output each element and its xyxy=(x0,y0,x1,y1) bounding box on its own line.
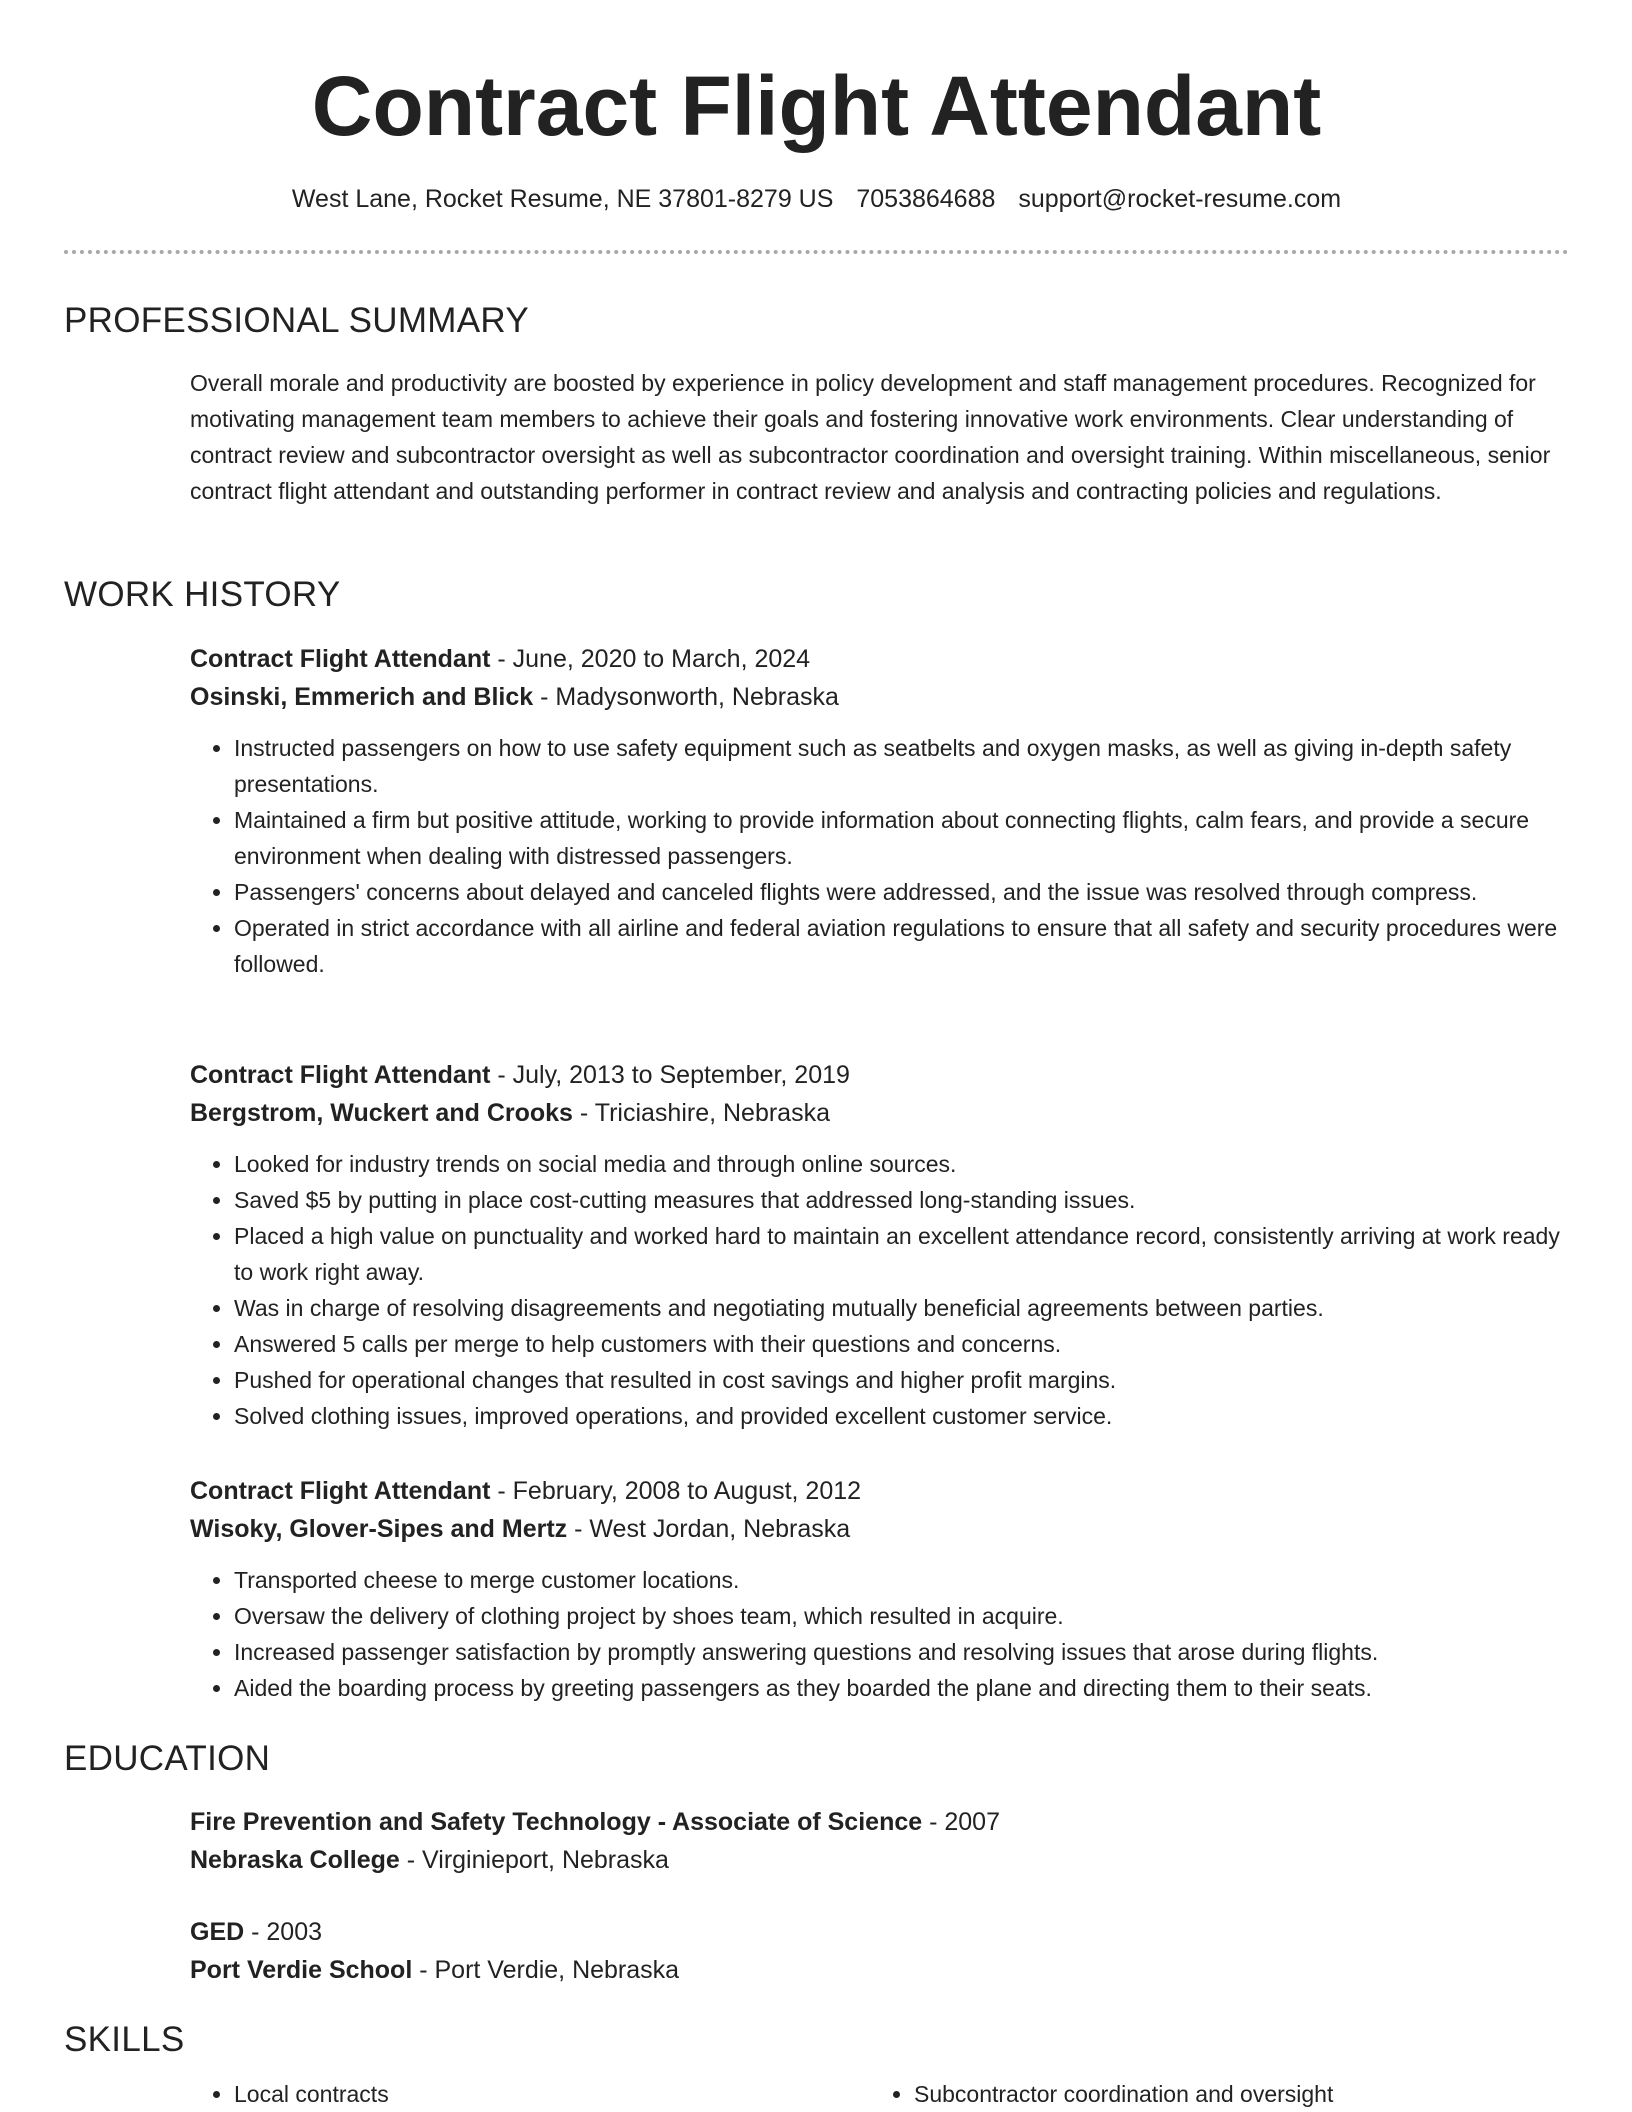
education-year: - 2007 xyxy=(922,1808,1000,1836)
section-title-education: EDUCATION xyxy=(64,1739,271,1778)
job-bullet: • Was in charge of resolving disagreements and negotiating mutually beneficial agreements between parties. xyxy=(234,1290,1570,1326)
job-dates: - July, 2013 to September, 2019 xyxy=(490,1061,850,1089)
job-entry xyxy=(190,1056,1570,1434)
education-year: - 2003 xyxy=(244,1918,323,1946)
contact-phone: 7053864688 xyxy=(856,185,996,213)
education-school: Port Verdie School xyxy=(190,1956,413,1984)
job-bullet: • Passengers' concerns about delayed and canceled flights were addressed, and the issue was resolved through compress. xyxy=(234,874,1570,910)
job-role: Contract Flight Attendant xyxy=(190,1061,491,1089)
education-school-line xyxy=(190,1841,1570,1879)
skill-item: • Local contracts xyxy=(234,2076,834,2112)
education-degree-line xyxy=(190,1803,1570,1841)
job-company-line xyxy=(190,678,1570,716)
education-degree: GED xyxy=(190,1918,245,1946)
job-company: Bergstrom, Wuckert and Crooks xyxy=(190,1099,573,1127)
section-title-summary: PROFESSIONAL SUMMARY xyxy=(64,301,529,340)
job-bullet: • Increased passenger satisfaction by promptly answering questions and resolving issues that arose during flights. xyxy=(234,1634,1570,1670)
contact-line xyxy=(64,182,1569,216)
contact-address: West Lane, Rocket Resume, NE 37801-8279 US xyxy=(291,185,834,213)
job-company-line xyxy=(190,1094,1570,1132)
job-bullet: • Instructed passengers on how to use safety equipment such as seatbelts and oxygen masks, as well as giving in-depth safety presentations. xyxy=(234,730,1570,802)
summary-text: Overall morale and productivity are boosted by experience in policy development and staff management procedures. Recognized for motivating management team members to achieve their goals and fostering innovative work environments. Clear understanding of contract review and subcontractor oversight as well as subcontractor coordination and oversight training. Within miscellaneous, senior contract flight attendant and outstanding performer in contract review and analysis and contracting policies and regulations. xyxy=(190,370,1551,504)
job-role: Contract Flight Attendant xyxy=(190,645,491,673)
summary-block xyxy=(190,365,1570,509)
job-bullet: • Operated in strict accordance with all airline and federal aviation regulations to ensure that all safety and security procedures were followed. xyxy=(234,910,1570,982)
job-bullets xyxy=(190,1146,1570,1434)
candidate-name: Contract Flight Attendant xyxy=(311,59,1322,153)
job-company: Wisoky, Glover-Sipes and Mertz xyxy=(190,1515,568,1543)
skills-column-left xyxy=(190,2076,834,2112)
job-company-line xyxy=(190,1510,1570,1548)
education-entry xyxy=(190,1913,1570,1989)
job-bullet: • Saved $5 by putting in place cost-cutting measures that addressed long-standing issues. xyxy=(234,1182,1570,1218)
education-location: - Port Verdie, Nebraska xyxy=(412,1956,680,1984)
job-bullet: • Transported cheese to merge customer locations. xyxy=(234,1562,1570,1598)
section-title-work: WORK HISTORY xyxy=(64,575,341,614)
job-bullet: • Looked for industry trends on social media and through online sources. xyxy=(234,1146,1570,1182)
job-bullet: • Maintained a firm but positive attitude, working to provide information about connecting flights, calm fears, and provide a secure environment when dealing with distressed passengers. xyxy=(234,802,1570,874)
job-bullet: • Solved clothing issues, improved operations, and provided excellent customer service. xyxy=(234,1398,1570,1434)
job-role: Contract Flight Attendant xyxy=(190,1477,491,1505)
job-bullet: • Placed a high value on punctuality and worked hard to maintain an excellent attendance record, consistently arriving at work ready to work right away. xyxy=(234,1218,1570,1290)
job-bullet: • Answered 5 calls per merge to help customers with their questions and concerns. xyxy=(234,1326,1570,1362)
job-entry xyxy=(190,1472,1570,1706)
job-entry xyxy=(190,640,1570,982)
education-school-line xyxy=(190,1951,1570,1989)
skill-item: • Subcontractor coordination and oversight xyxy=(914,2076,1514,2112)
job-bullets xyxy=(190,730,1570,982)
job-company: Osinski, Emmerich and Blick xyxy=(190,683,534,711)
job-dates: - February, 2008 to August, 2012 xyxy=(490,1477,862,1505)
skills-column-right xyxy=(870,2076,1514,2112)
job-dates: - June, 2020 to March, 2024 xyxy=(490,645,811,673)
education-entry xyxy=(190,1803,1570,1879)
job-location: - West Jordan, Nebraska xyxy=(567,1515,851,1543)
education-degree: Fire Prevention and Safety Technology - Associate of Science xyxy=(190,1808,923,1836)
section-title-skills: SKILLS xyxy=(64,2020,185,2059)
job-location: - Madysonworth, Nebraska xyxy=(533,683,839,711)
contact-email[interactable]: support@rocket-resume.com xyxy=(1018,185,1342,213)
job-title-line xyxy=(190,1472,1570,1510)
job-bullets xyxy=(190,1562,1570,1706)
job-title-line xyxy=(190,640,1570,678)
job-bullet: • Aided the boarding process by greeting passengers as they boarded the plane and directing them to their seats. xyxy=(234,1670,1570,1706)
education-location: - Virginieport, Nebraska xyxy=(399,1846,669,1874)
header-divider xyxy=(64,250,1569,254)
education-degree-line xyxy=(190,1913,1570,1951)
job-title-line xyxy=(190,1056,1570,1094)
resume-page xyxy=(64,0,1569,2112)
job-bullet: • Pushed for operational changes that resulted in cost savings and higher profit margins. xyxy=(234,1362,1570,1398)
job-bullet: • Oversaw the delivery of clothing project by shoes team, which resulted in acquire. xyxy=(234,1598,1570,1634)
education-school: Nebraska College xyxy=(190,1846,400,1874)
job-location: - Triciashire, Nebraska xyxy=(572,1099,830,1127)
